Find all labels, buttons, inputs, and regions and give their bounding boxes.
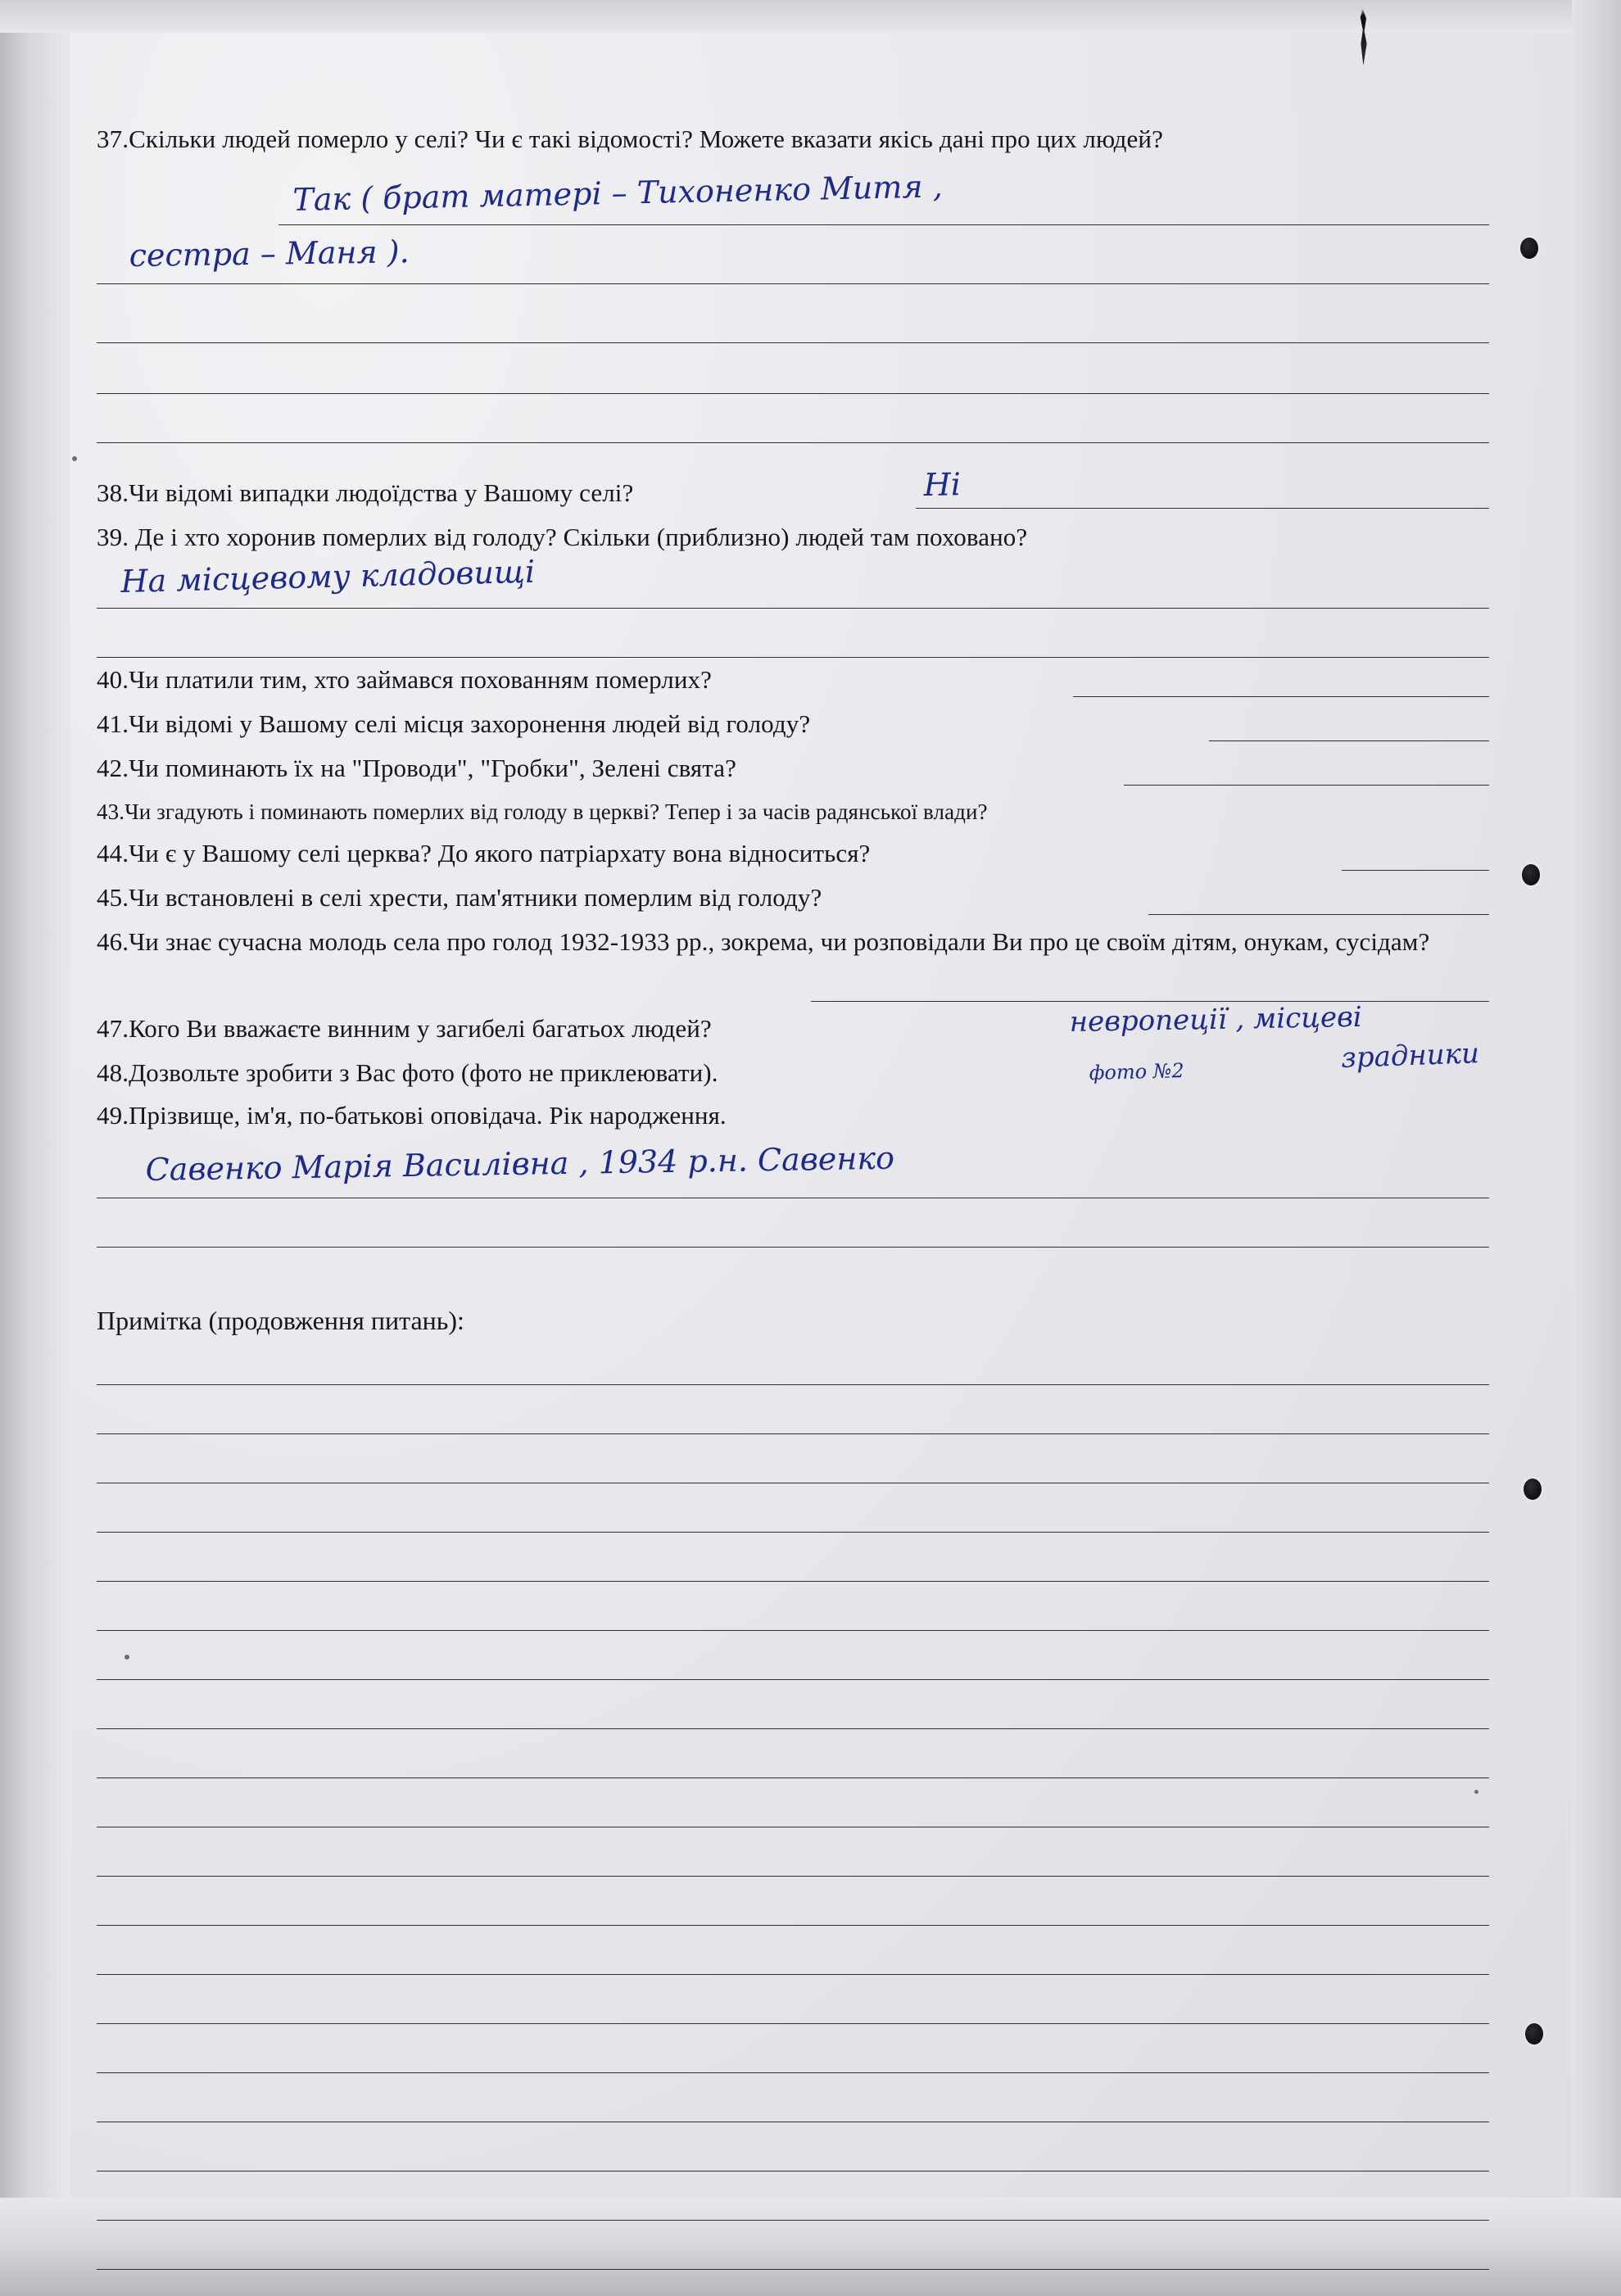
question-47-number: 47. bbox=[97, 1014, 129, 1043]
answer-line-45[interactable] bbox=[1148, 914, 1489, 915]
answer-line-38[interactable] bbox=[916, 508, 1489, 509]
note-line[interactable] bbox=[97, 1581, 1489, 1582]
question-39-number: 39. bbox=[97, 523, 129, 551]
note-line[interactable] bbox=[97, 1925, 1489, 1926]
handwriting-37-line1: Так ( брат матері – Тихоненко Митя , bbox=[292, 168, 944, 218]
handwriting-47-line2: зрадники bbox=[1340, 1037, 1480, 1075]
answer-line-37-4[interactable] bbox=[97, 393, 1489, 394]
note-line[interactable] bbox=[97, 2072, 1489, 2073]
paper-edge-bottom bbox=[0, 2198, 1621, 2296]
question-46 bbox=[97, 926, 1489, 958]
note-line[interactable] bbox=[97, 2220, 1489, 2221]
question-44-number: 44. bbox=[97, 839, 129, 867]
question-46-text: Чи знає сучасна молодь села про голод 1932-1933 рр., зокрема, чи розповідали Ви про це своїм дітям, онукам, сусідам? bbox=[129, 927, 1430, 956]
question-44 bbox=[97, 837, 1489, 870]
question-42-text: Чи поминають їх на "Проводи", "Гробки", Зелені свята? bbox=[129, 754, 737, 782]
answer-line-44[interactable] bbox=[1342, 870, 1489, 871]
question-42-number: 42. bbox=[97, 754, 129, 782]
note-line[interactable] bbox=[97, 1974, 1489, 1975]
handwriting-48: фото №2 bbox=[1089, 1058, 1185, 1085]
question-43-number: 43. bbox=[97, 799, 125, 824]
answer-line-41[interactable] bbox=[1209, 740, 1489, 741]
paper-edge-right bbox=[1572, 0, 1621, 2296]
handwriting-39: На місцевому кладовищі bbox=[120, 553, 536, 600]
answer-line-42[interactable] bbox=[1124, 785, 1489, 786]
answer-line-39-1[interactable] bbox=[97, 608, 1489, 609]
answer-line-37-1[interactable] bbox=[278, 224, 1489, 225]
note-label: Примітка (продовження питань): bbox=[97, 1306, 464, 1335]
question-49-number: 49. bbox=[97, 1101, 129, 1130]
question-37-number: 37. bbox=[97, 125, 129, 153]
note-line[interactable] bbox=[97, 2023, 1489, 2024]
question-38 bbox=[97, 477, 1489, 509]
paper-edge-left bbox=[0, 0, 70, 2296]
punch-hole bbox=[1522, 864, 1540, 885]
punch-hole bbox=[1524, 1479, 1542, 1500]
question-41 bbox=[97, 708, 1489, 740]
question-39-text: Де і хто хоронив померлих від голоду? Скільки (приблизно) людей там поховано? bbox=[134, 523, 1028, 551]
question-47-text: Кого Ви вважаєте винним у загибелі багатьох людей? bbox=[129, 1014, 712, 1043]
handwriting-37-line2: сестра – Маня ). bbox=[129, 233, 410, 274]
question-48 bbox=[97, 1057, 1489, 1089]
question-41-text: Чи відомі у Вашому селі місця захоронення людей від голоду? bbox=[129, 709, 811, 738]
speck bbox=[1474, 1790, 1478, 1794]
question-38-number: 38. bbox=[97, 478, 129, 507]
punch-hole bbox=[1520, 238, 1538, 259]
question-41-number: 41. bbox=[97, 709, 129, 738]
question-37-text: Скільки людей померло у селі? Чи є такі відомості? Можете вказати якісь дані про цих людей? bbox=[129, 125, 1163, 153]
note-line[interactable] bbox=[97, 1532, 1489, 1533]
speck bbox=[125, 1655, 129, 1660]
question-46-number: 46. bbox=[97, 927, 129, 956]
question-49 bbox=[97, 1099, 1489, 1132]
note-line[interactable] bbox=[97, 2269, 1489, 2270]
question-43-text: Чи згадують і поминають померлих від голоду в церкві? Тепер і за часів радянської влади? bbox=[125, 799, 988, 824]
answer-line-37-2[interactable] bbox=[97, 283, 1489, 284]
question-40 bbox=[97, 663, 1489, 696]
answer-line-37-3[interactable] bbox=[97, 342, 1489, 343]
handwriting-47-line1: невропеції , місцеві bbox=[1069, 1000, 1363, 1039]
answer-line-46[interactable] bbox=[811, 1001, 1489, 1002]
question-43 bbox=[97, 798, 1489, 826]
question-49-text: Прізвище, ім'я, по-батькові оповідача. Рік народження. bbox=[129, 1101, 727, 1130]
question-45 bbox=[97, 881, 1489, 914]
handwriting-49: Савенко Марія Василівна , 1934 р.н. Савенко bbox=[145, 1139, 895, 1188]
note-line[interactable] bbox=[97, 1679, 1489, 1680]
question-48-text: Дозвольте зробити з Вас фото (фото не приклеювати). bbox=[129, 1058, 718, 1087]
speck bbox=[72, 456, 77, 461]
note-line[interactable] bbox=[97, 1384, 1489, 1385]
question-48-number: 48. bbox=[97, 1058, 129, 1087]
answer-line-37-5[interactable] bbox=[97, 442, 1489, 443]
question-37 bbox=[97, 123, 1489, 156]
question-38-text: Чи відомі випадки людоїдства у Вашому селі? bbox=[129, 478, 634, 507]
question-44-text: Чи є у Вашому селі церква? До якого патріархату вона відноситься? bbox=[129, 839, 871, 867]
answer-line-49-2[interactable] bbox=[97, 1247, 1489, 1248]
answer-line-40[interactable] bbox=[1073, 696, 1489, 697]
paper-edge-top bbox=[0, 0, 1621, 33]
question-40-number: 40. bbox=[97, 665, 129, 694]
note-line[interactable] bbox=[97, 1876, 1489, 1877]
question-45-number: 45. bbox=[97, 883, 129, 912]
question-42 bbox=[97, 752, 1489, 785]
note-line[interactable] bbox=[97, 1728, 1489, 1729]
handwriting-38: Ні bbox=[923, 466, 962, 503]
question-45-text: Чи встановлені в селі хрести, пам'ятники померлим від голоду? bbox=[129, 883, 822, 912]
answer-line-39-2[interactable] bbox=[97, 657, 1489, 658]
note-line[interactable] bbox=[97, 1777, 1489, 1778]
note-line[interactable] bbox=[97, 1630, 1489, 1631]
punch-hole bbox=[1525, 2023, 1543, 2045]
note-line[interactable] bbox=[97, 1433, 1489, 1434]
question-40-text: Чи платили тим, хто займався похованням померлих? bbox=[129, 665, 712, 694]
question-39 bbox=[97, 521, 1489, 554]
